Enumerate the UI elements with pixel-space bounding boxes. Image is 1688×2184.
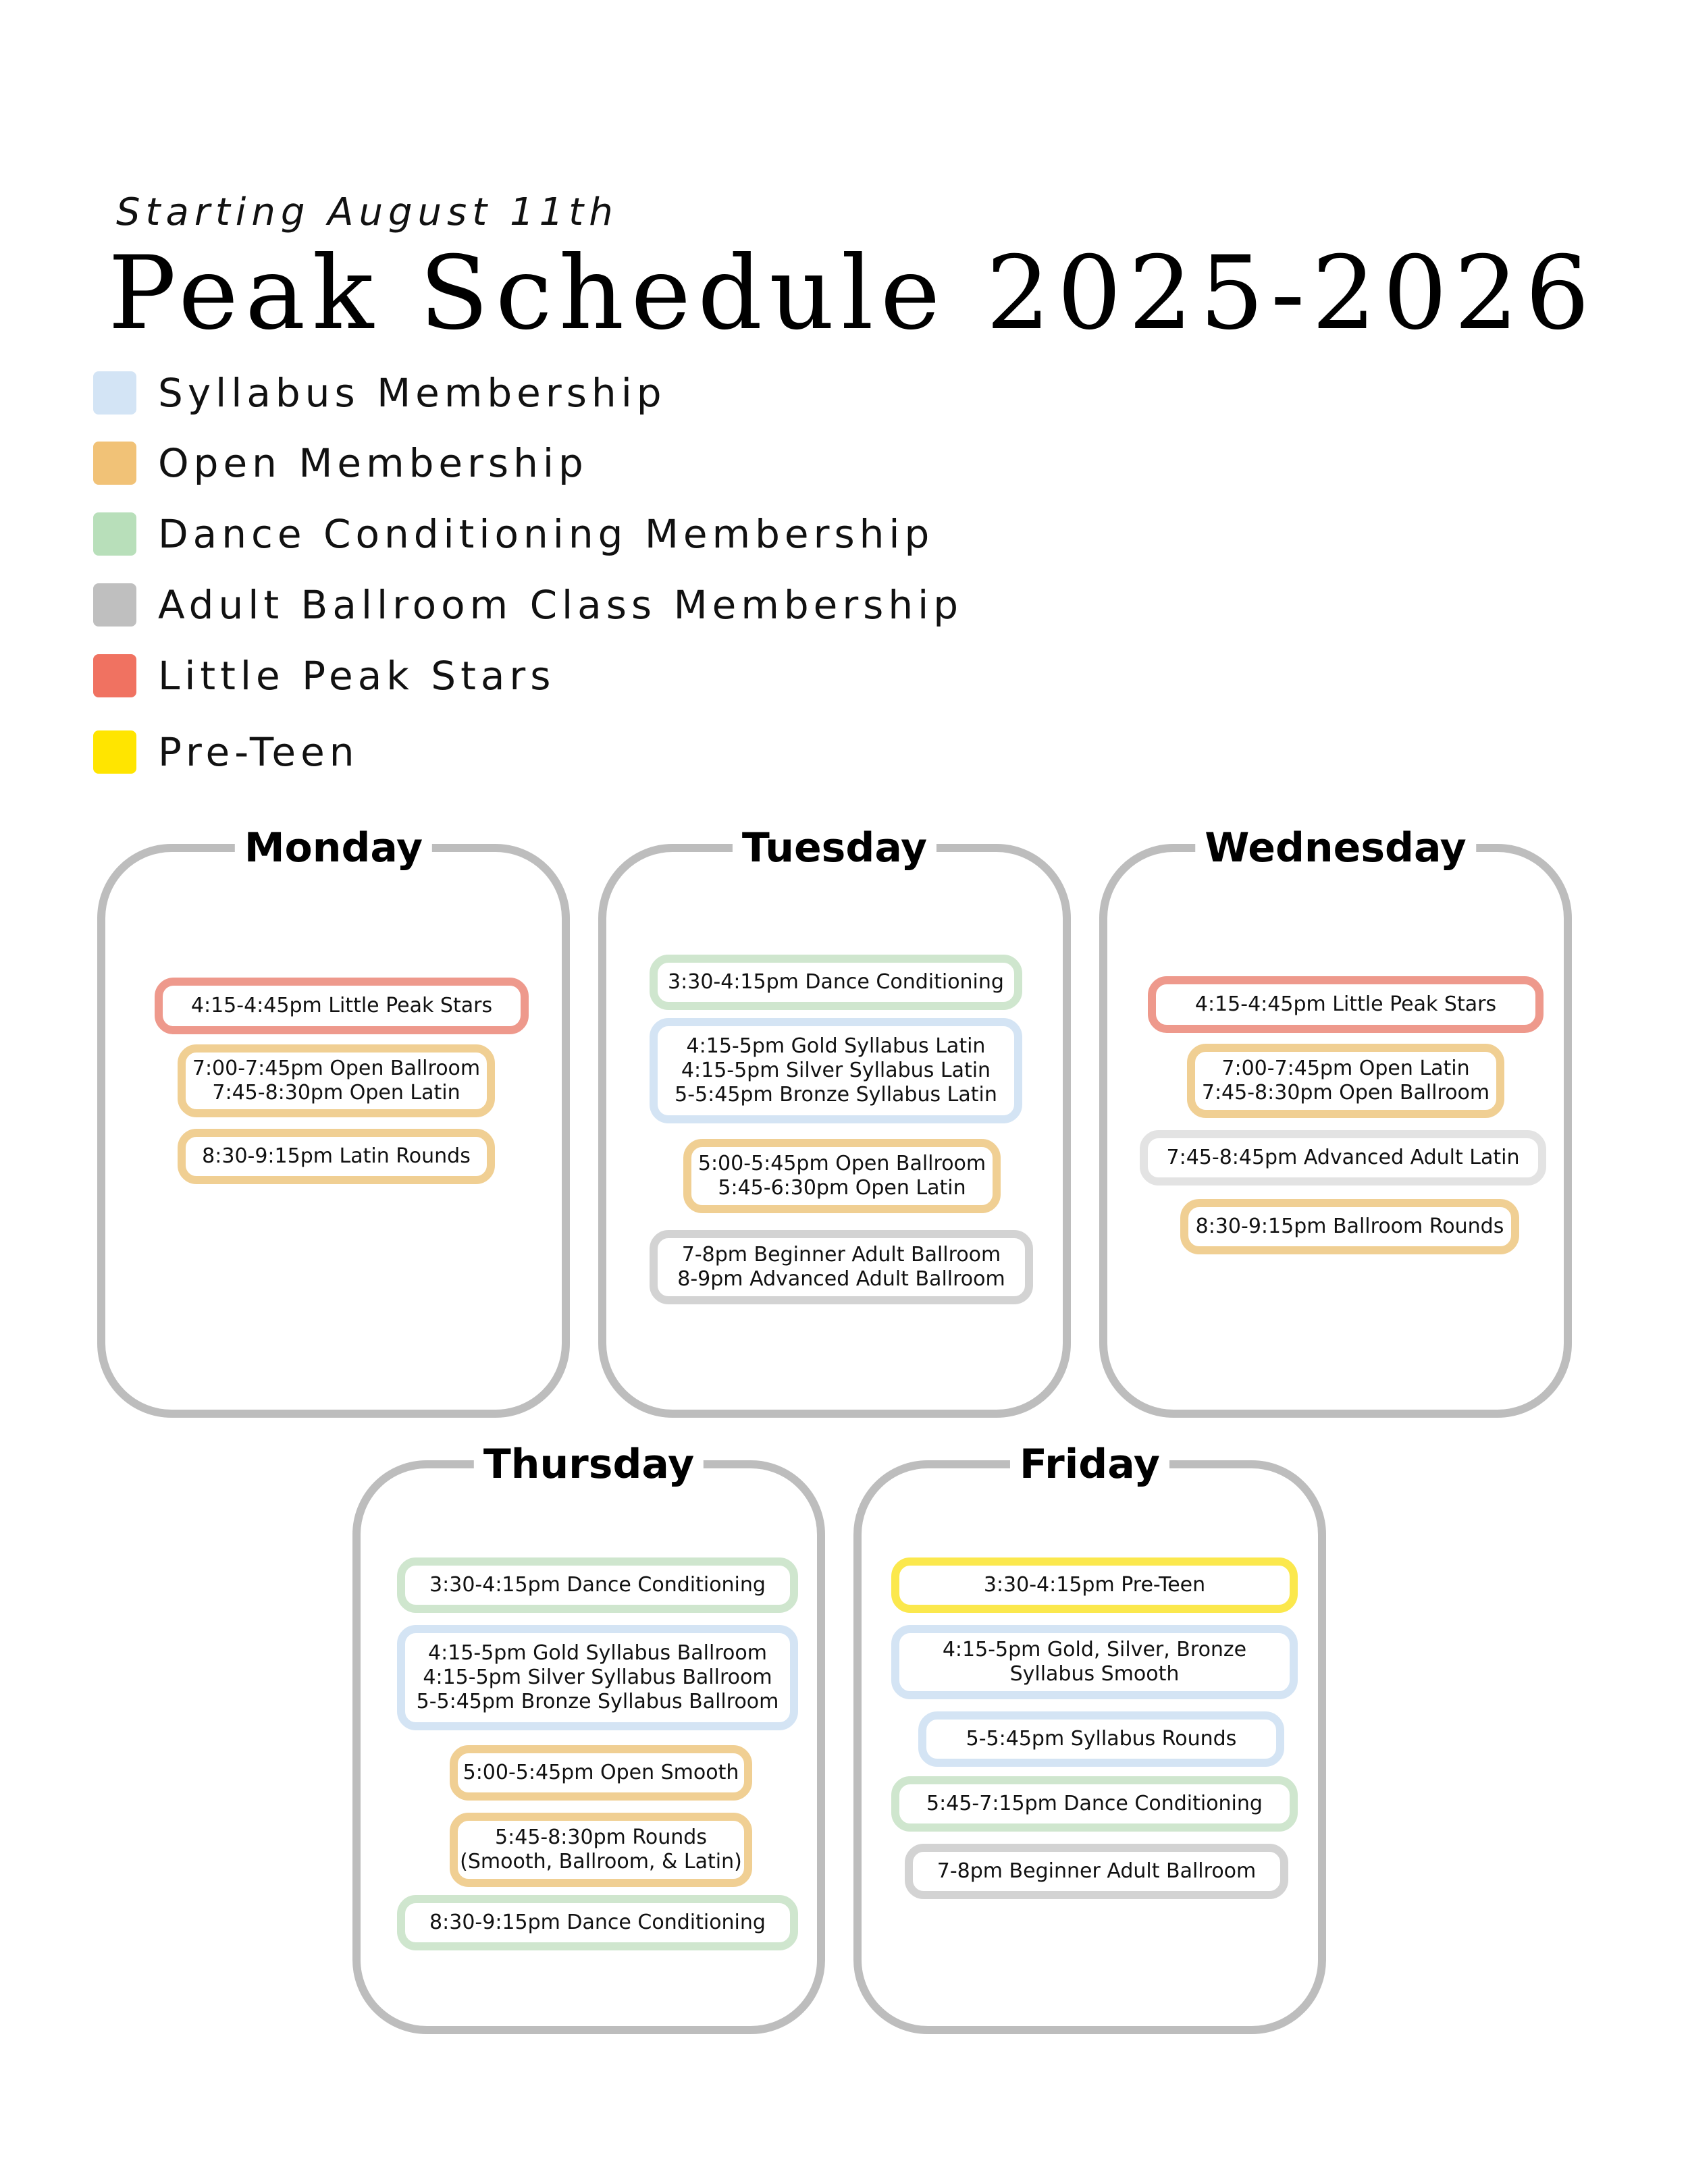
pre-teen-swatch [93, 730, 136, 774]
class-slot [650, 1230, 1033, 1304]
class-line: 4:15-5pm Gold Syllabus Ballroom [428, 1641, 767, 1665]
class-slot [1187, 1044, 1504, 1118]
class-line: 5:00-5:45pm Open Ballroom [697, 1152, 986, 1175]
class-line: 7:45-8:30pm Open Ballroom [1201, 1081, 1490, 1104]
day-card-friday [853, 1441, 1326, 2034]
class-line: 5:45-8:30pm Rounds [495, 1826, 707, 1849]
class-line: 5:00-5:45pm Open Smooth [463, 1761, 739, 1784]
class-line: 7:00-7:45pm Open Latin [1221, 1057, 1470, 1080]
class-line: 7-8pm Beginner Adult Ballroom [681, 1243, 1001, 1267]
class-line: 3:30-4:15pm Dance Conditioning [668, 970, 1004, 994]
little-peak-stars-swatch [93, 654, 136, 697]
day-title: Tuesday [733, 821, 937, 875]
class-line: (Smooth, Ballroom, & Latin) [460, 1850, 742, 1873]
legend-item-adult-ballroom [93, 582, 963, 628]
legend-label: Dance Conditioning Membership [158, 511, 934, 557]
legend-item-conditioning [93, 511, 934, 557]
legend-label: Open Membership [158, 440, 588, 486]
class-slot [450, 1813, 752, 1887]
day-card-tuesday [598, 824, 1071, 1418]
membership-legend [93, 0, 1038, 810]
day-title: Wednesday [1195, 821, 1476, 875]
class-line: 4:15-5pm Gold Syllabus Latin [686, 1034, 986, 1058]
class-line: 8-9pm Advanced Adult Ballroom [677, 1267, 1005, 1291]
class-line: 5-5:45pm Bronze Syllabus Ballroom [416, 1690, 779, 1713]
day-title: Monday [235, 821, 432, 875]
syllabus-swatch [93, 371, 136, 415]
legend-label: Adult Ballroom Class Membership [158, 582, 964, 628]
class-line: 8:30-9:15pm Ballroom Rounds [1195, 1215, 1504, 1238]
day-card-monday [97, 824, 570, 1418]
class-line: 5-5:45pm Bronze Syllabus Latin [675, 1083, 997, 1107]
legend-item-pre-teen [93, 729, 359, 775]
class-line: 7:45-8:30pm Open Latin [212, 1081, 460, 1104]
class-line: 8:30-9:15pm Dance Conditioning [429, 1911, 766, 1934]
adult-ballroom-swatch [93, 583, 136, 627]
open-swatch [93, 442, 136, 485]
class-slot [891, 1557, 1298, 1613]
class-slot [397, 1557, 798, 1613]
class-slot [1140, 1130, 1546, 1186]
class-line: 7:00-7:45pm Open Ballroom [192, 1057, 481, 1080]
class-slot [891, 1625, 1298, 1699]
class-line: 4:15-5pm Silver Syllabus Latin [681, 1059, 991, 1082]
class-line: 8:30-9:15pm Latin Rounds [202, 1144, 471, 1168]
class-slot [650, 1018, 1022, 1123]
class-slot [891, 1776, 1298, 1832]
class-slot [397, 1895, 798, 1950]
class-slot [918, 1711, 1284, 1767]
class-line: 5-5:45pm Syllabus Rounds [966, 1727, 1237, 1751]
day-title: Friday [1010, 1437, 1169, 1491]
class-slot [450, 1745, 752, 1801]
class-slot [650, 955, 1022, 1010]
page-title: Peak Schedule 2025-2026 [108, 235, 1597, 352]
class-slot [683, 1139, 1001, 1213]
legend-label: Little Peak Stars [158, 653, 556, 699]
conditioning-swatch [93, 512, 136, 556]
class-line: Syllabus Smooth [1009, 1662, 1180, 1686]
legend-item-little-peak-stars [93, 653, 555, 699]
legend-label: Pre-Teen [158, 729, 359, 775]
class-line: 4:15-5pm Silver Syllabus Ballroom [423, 1666, 772, 1689]
class-line: 5:45-7:15pm Dance Conditioning [926, 1792, 1263, 1815]
class-line: 3:30-4:15pm Pre-Teen [983, 1573, 1206, 1597]
class-line: 5:45-6:30pm Open Latin [718, 1176, 966, 1200]
legend-item-open [93, 440, 588, 486]
class-line: 3:30-4:15pm Dance Conditioning [429, 1573, 766, 1597]
start-date-subtitle: Starting August 11th [116, 190, 618, 234]
class-slot [178, 1129, 495, 1184]
class-line: 4:15-4:45pm Little Peak Stars [190, 994, 493, 1017]
day-title: Thursday [474, 1437, 704, 1491]
class-line: 4:15-4:45pm Little Peak Stars [1194, 992, 1497, 1016]
class-line: 7:45-8:45pm Advanced Adult Latin [1166, 1146, 1520, 1169]
class-slot [397, 1625, 798, 1730]
class-slot [1148, 976, 1544, 1033]
day-card-wednesday [1099, 824, 1572, 1418]
legend-item-syllabus [93, 370, 666, 416]
legend-label: Syllabus Membership [158, 370, 666, 416]
class-slot [178, 1044, 495, 1117]
class-line: 7-8pm Beginner Adult Ballroom [937, 1859, 1257, 1883]
class-line: 4:15-5pm Gold, Silver, Bronze [942, 1638, 1247, 1661]
day-card-thursday [352, 1441, 825, 2034]
class-slot [1180, 1199, 1519, 1254]
class-slot [155, 978, 529, 1034]
class-slot [905, 1844, 1288, 1899]
